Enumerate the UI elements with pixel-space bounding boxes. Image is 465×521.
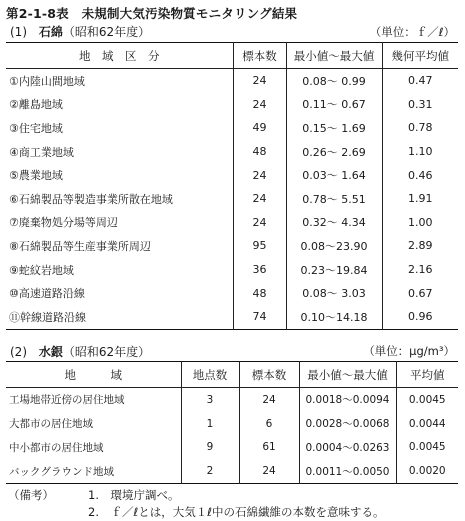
col-header-geometric-mean: 幾何平均値 xyxy=(382,43,458,69)
col-header-count: 標本数 xyxy=(233,43,286,69)
cell-count: 24 xyxy=(233,187,286,211)
cell-range: 0.32～ 4.34 xyxy=(286,211,382,235)
table-row xyxy=(6,412,458,436)
cell-area: ①内陸山間地域 xyxy=(9,74,85,88)
col-header-mean: 平均値 xyxy=(396,362,458,388)
cell-area: ⑩高速道路沿線 xyxy=(9,287,85,301)
cell-count: 48 xyxy=(233,140,286,164)
section2-unit: （単位：μg/m³） xyxy=(363,344,455,358)
cell-range: 0.26～ 2.69 xyxy=(286,140,382,164)
table-row xyxy=(6,140,458,164)
col-header-area: 地 域 区 分 xyxy=(6,43,233,69)
cell-mean: 0.0045 xyxy=(396,436,458,460)
cell-count: 24 xyxy=(233,93,286,117)
table-row xyxy=(6,234,458,258)
notes-label: （備考） xyxy=(8,488,54,502)
table-row xyxy=(6,116,458,140)
section2-heading xyxy=(10,343,150,360)
cell-mean: 0.46 xyxy=(382,163,458,187)
col-header-points: 地点数 xyxy=(181,362,239,388)
cell-mean: 0.47 xyxy=(382,69,458,93)
cell-range: 0.0011～0.0050 xyxy=(299,459,396,483)
table-row xyxy=(6,211,458,235)
cell-count: 24 xyxy=(239,388,299,412)
cell-points: 9 xyxy=(181,436,239,460)
cell-range: 0.23～19.84 xyxy=(286,258,382,282)
col-header-range: 最小値～最大値 xyxy=(299,362,396,388)
cell-mean: 0.31 xyxy=(382,93,458,117)
section1-year: （昭和62年度） xyxy=(62,25,151,39)
col-header-range: 最小値～最大値 xyxy=(286,43,382,69)
cell-count: 61 xyxy=(239,436,299,460)
table-row xyxy=(6,69,458,93)
cell-mean: 0.96 xyxy=(382,305,458,329)
cell-area: ⑧石綿製品等生産事業所周辺 xyxy=(9,239,151,253)
table-row xyxy=(6,281,458,305)
cell-area: 大都市の居住地域 xyxy=(9,418,93,431)
table-header-row xyxy=(6,43,458,69)
cell-count: 36 xyxy=(233,258,286,282)
section1-number: (1) xyxy=(10,25,27,39)
col-header-count: 標本数 xyxy=(239,362,299,388)
table-header-row xyxy=(6,362,458,388)
section1-unit: （単位：ｆ／ℓ） xyxy=(369,25,455,39)
section2-year: （昭和62年度） xyxy=(62,345,151,359)
cell-mean: 1.00 xyxy=(382,211,458,235)
col-header-area: 地 域 xyxy=(6,362,181,388)
table-row xyxy=(6,258,458,282)
section2-number: (2) xyxy=(10,345,27,359)
table-row xyxy=(6,459,458,483)
table-row xyxy=(6,187,458,211)
cell-range: 0.0028～0.0068 xyxy=(299,412,396,436)
note-item: 1. 環境庁調べ。 xyxy=(88,488,180,502)
cell-area: ⑤農業地域 xyxy=(9,169,63,183)
cell-count: 95 xyxy=(233,234,286,258)
cell-mean: 2.16 xyxy=(382,258,458,282)
cell-count: 24 xyxy=(233,211,286,235)
page-title: 第2-1-8表 未規制大気汚染物質モニタリング結果 xyxy=(6,6,298,21)
cell-area: 中小都市の居住地域 xyxy=(9,441,104,454)
cell-mean: 0.0044 xyxy=(396,412,458,436)
table-row xyxy=(6,388,458,412)
cell-area: ④商工業地域 xyxy=(9,145,74,159)
cell-count: 6 xyxy=(239,412,299,436)
cell-area: ⑨蛇紋岩地域 xyxy=(9,263,74,277)
cell-range: 0.08～ 3.03 xyxy=(286,281,382,305)
table-row xyxy=(6,305,458,329)
cell-mean: 1.91 xyxy=(382,187,458,211)
table-row xyxy=(6,436,458,460)
cell-area: ③住宅地域 xyxy=(9,121,63,135)
cell-points: 3 xyxy=(181,388,239,412)
table-row xyxy=(6,163,458,187)
cell-range: 0.10～14.18 xyxy=(286,305,382,329)
section1-heading xyxy=(10,23,150,40)
cell-points: 1 xyxy=(181,412,239,436)
section1-name: 石綿 xyxy=(38,25,63,39)
cell-count: 24 xyxy=(233,163,286,187)
asbestos-table xyxy=(6,42,458,330)
cell-mean: 0.67 xyxy=(382,281,458,305)
cell-count: 24 xyxy=(233,69,286,93)
cell-mean: 1.10 xyxy=(382,140,458,164)
cell-mean: 0.78 xyxy=(382,116,458,140)
cell-area: バックグラウンド地域 xyxy=(9,465,114,478)
cell-count: 24 xyxy=(239,459,299,483)
cell-mean: 2.89 xyxy=(382,234,458,258)
cell-area: ⑪幹線道路沿線 xyxy=(9,310,86,324)
cell-mean: 0.0020 xyxy=(396,459,458,483)
cell-area: 工場地帯近傍の居住地域 xyxy=(9,394,125,407)
cell-range: 0.0018～0.0094 xyxy=(299,388,396,412)
cell-mean: 0.0045 xyxy=(396,388,458,412)
cell-range: 0.08～23.90 xyxy=(286,234,382,258)
cell-area: ⑥石綿製品等製造事業所散在地域 xyxy=(9,192,173,206)
cell-points: 2 xyxy=(181,459,239,483)
cell-count: 74 xyxy=(233,305,286,329)
cell-count: 49 xyxy=(233,116,286,140)
cell-range: 0.03～ 1.64 xyxy=(286,163,382,187)
table-row xyxy=(6,93,458,117)
section2-name: 水銀 xyxy=(38,345,63,359)
cell-count: 48 xyxy=(233,281,286,305)
cell-range: 0.08～ 0.99 xyxy=(286,69,382,93)
cell-range: 0.11～ 0.67 xyxy=(286,93,382,117)
cell-range: 0.78～ 5.51 xyxy=(286,187,382,211)
note-item: 2. ｆ／ℓとは，大気１ℓ中の石綿繊維の本数を意味する。 xyxy=(88,505,385,519)
cell-range: 0.15～ 1.69 xyxy=(286,116,382,140)
cell-range: 0.0004～0.0263 xyxy=(299,436,396,460)
mercury-table xyxy=(6,361,458,484)
cell-area: ②離島地域 xyxy=(9,98,63,112)
cell-area: ⑦廃棄物処分場等周辺 xyxy=(9,216,118,230)
